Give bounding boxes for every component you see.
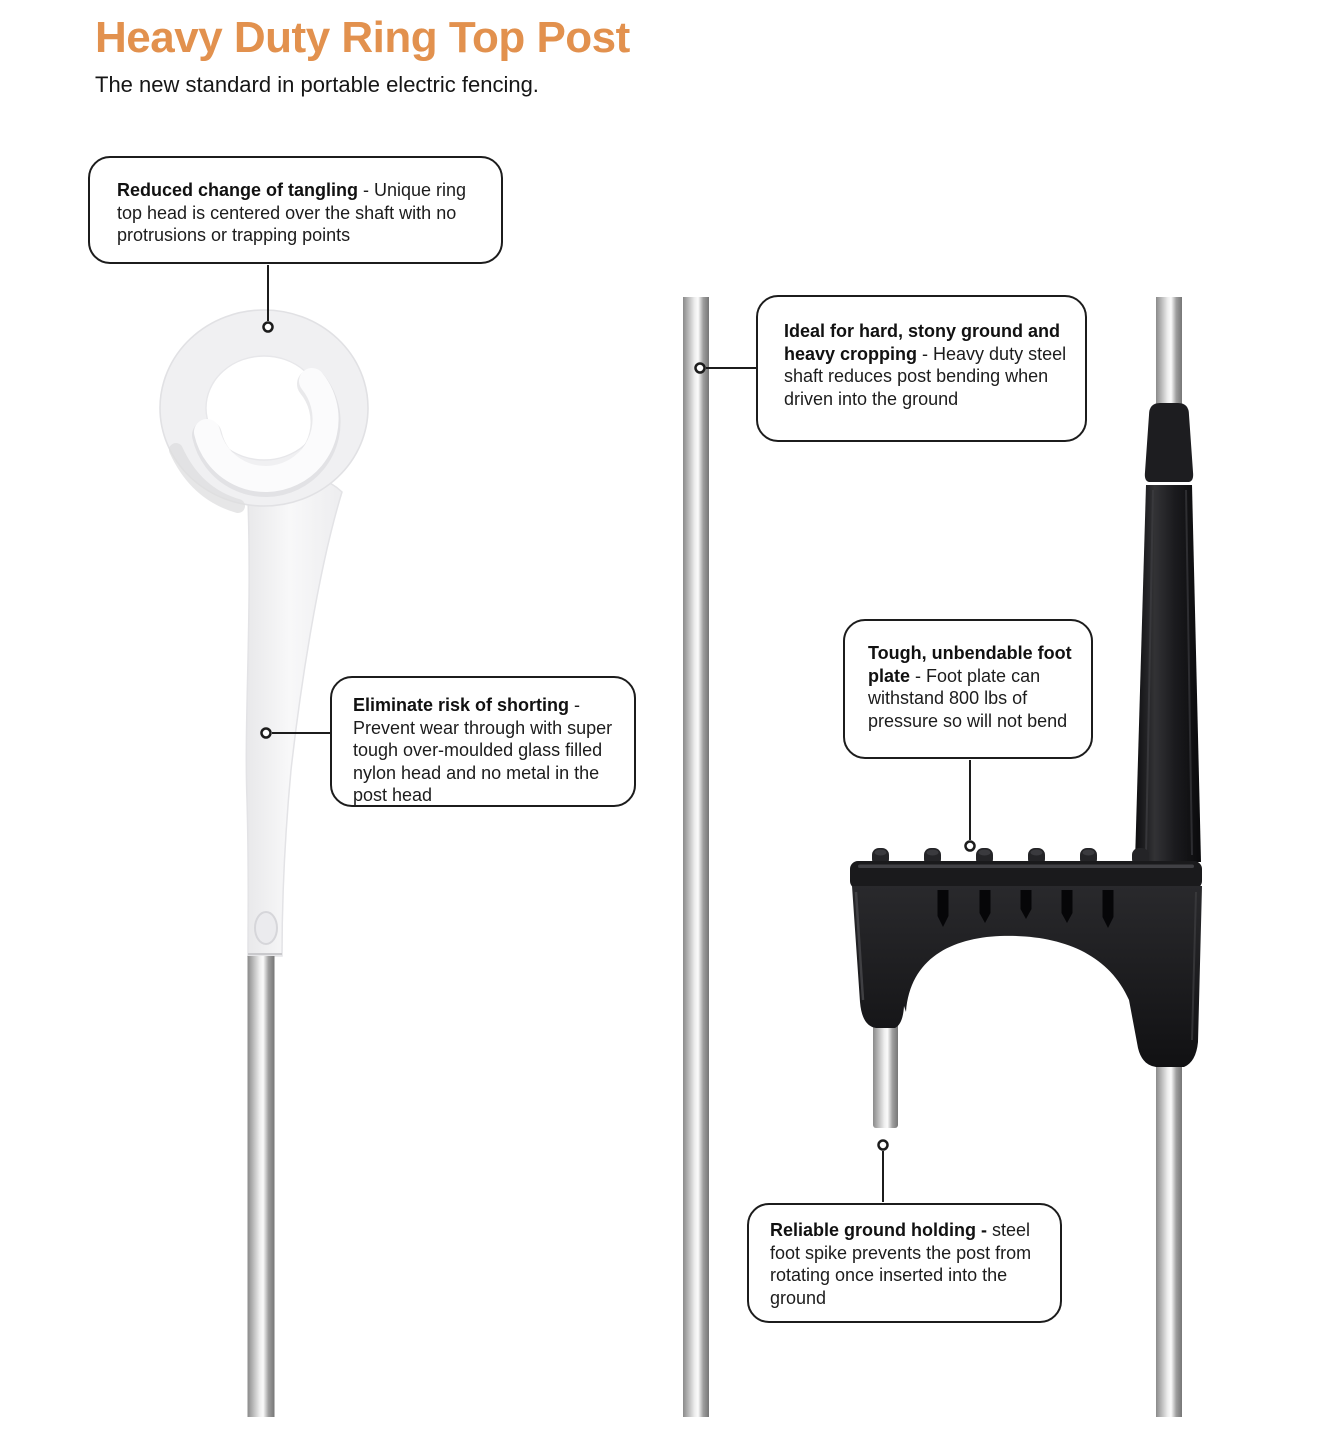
callout-bold-label: Reliable ground holding - — [770, 1220, 987, 1240]
callout-text — [770, 1219, 1046, 1309]
callout-reliable-ground-holding — [747, 1203, 1062, 1323]
ring-top-head-image — [160, 310, 368, 1417]
callout-body-text: - Unique ring top head is centered over the shaft with no protrusions or trapping points — [117, 180, 467, 245]
steel-shaft-image — [683, 297, 709, 1417]
callout-bold-label: Reduced change of tangling — [117, 180, 359, 200]
callout-reduced-tangling — [88, 156, 503, 264]
callout-bold-label: Tough, unbendable foot plate — [868, 643, 1072, 686]
callout-body-text: steel foot spike prevents the post from rotating once inserted into the ground — [770, 1220, 1032, 1308]
callout-body-text: - Prevent wear through with super tough over-moulded glass filled nylon head and no metal in the post head — [353, 695, 613, 805]
callout-body-text: - Foot plate can withstand 800 lbs of pressure so will not bend — [868, 665, 1068, 731]
ground-spike — [873, 1018, 898, 1128]
callout-text — [868, 642, 1075, 732]
callout-text — [353, 694, 620, 807]
callout-unbendable-foot-plate — [843, 619, 1093, 759]
callout-eliminate-shorting — [330, 676, 636, 807]
callout-hard-stony-ground — [756, 295, 1087, 442]
callout-body-text: - Heavy duty steel shaft reduces post bending when driven into the ground — [784, 343, 1067, 409]
callout-text — [117, 179, 483, 247]
callout-text — [784, 320, 1067, 410]
page-title: Heavy Duty Ring Top Post — [95, 13, 630, 62]
callout-bold-label: Eliminate risk of shorting — [353, 695, 570, 715]
callout-bold-label: Ideal for hard, stony ground and heavy cropping — [784, 321, 1061, 364]
page-subtitle: The new standard in portable electric fencing. — [95, 72, 539, 98]
